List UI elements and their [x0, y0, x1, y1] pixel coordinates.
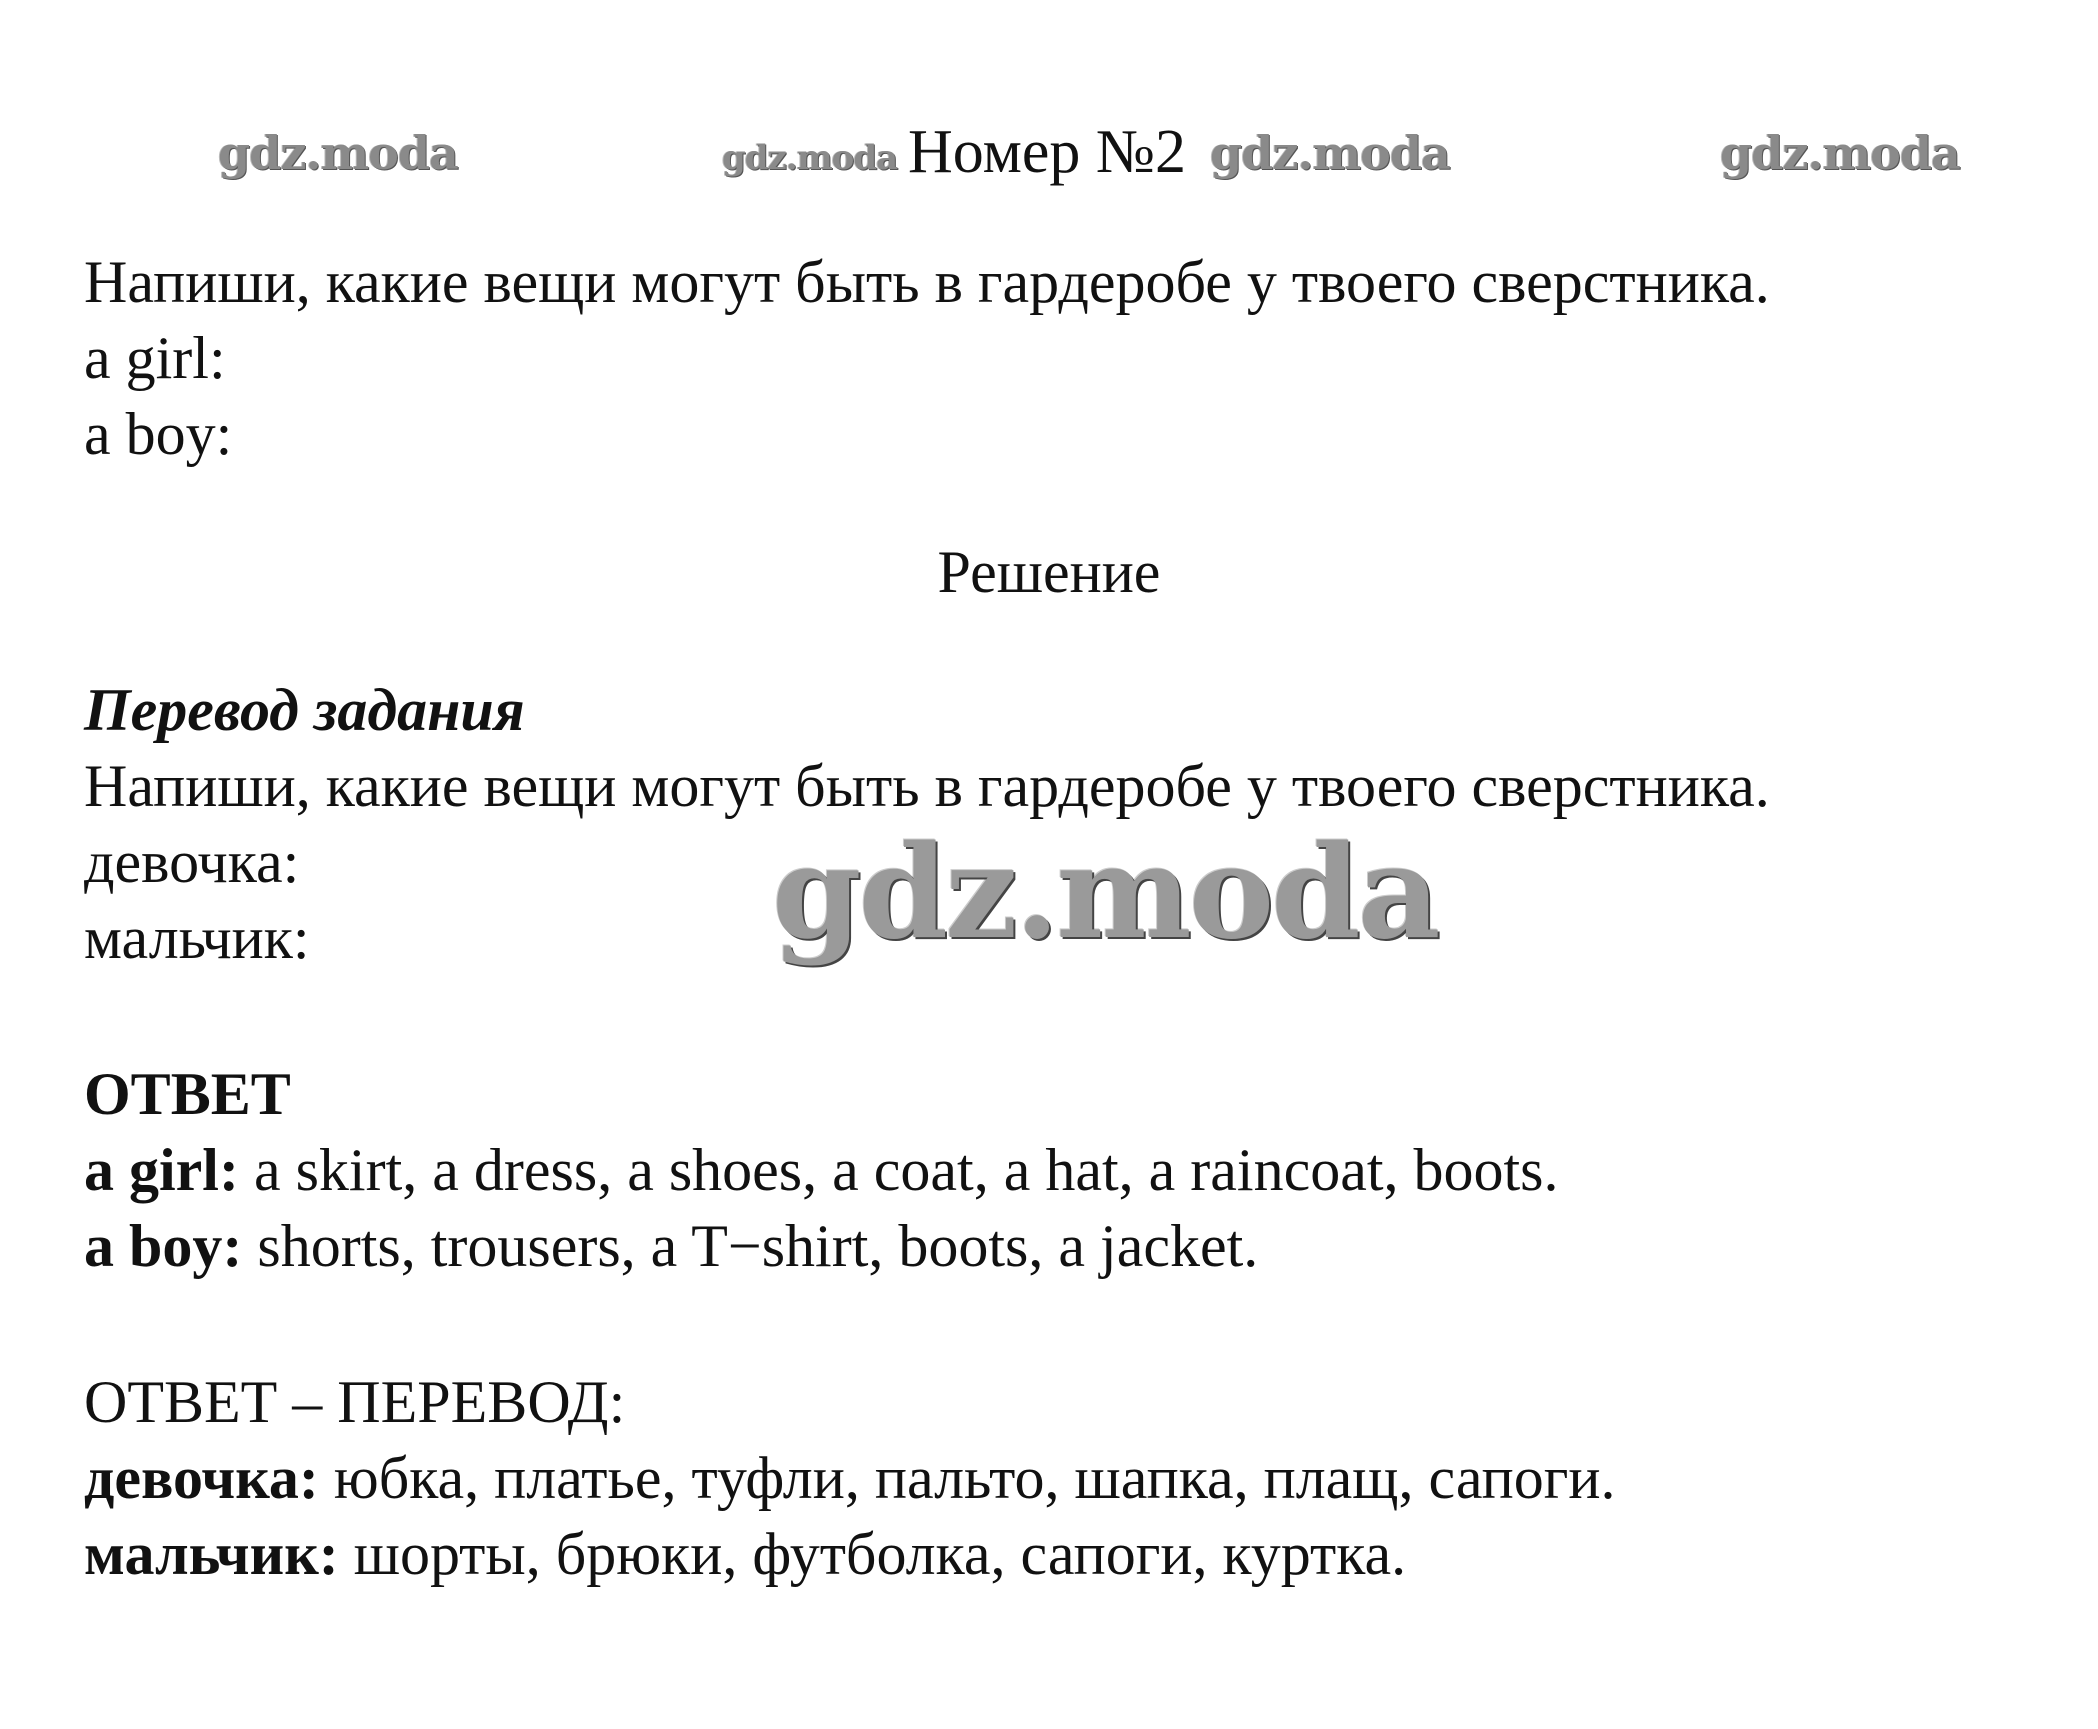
translation-text: Напиши, какие вещи могут быть в гардеробе у твоего сверстника.	[84, 753, 1770, 819]
translation-boy: мальчик:	[84, 905, 310, 971]
task-girl: a girl:	[84, 325, 226, 391]
answer-girl-label: a girl:	[84, 1137, 239, 1203]
answer-heading: ОТВЕТ	[84, 1061, 291, 1127]
answer-girl-line	[84, 1134, 1559, 1206]
answer-translation-heading: ОТВЕТ – ПЕРЕВОД:	[84, 1369, 626, 1435]
answer-translation-girl-line	[84, 1442, 1616, 1514]
task-text: Напиши, какие вещи могут быть в гардеробе у твоего сверстника.	[84, 249, 1770, 315]
watermark-top-center-left: gdz.moda	[722, 138, 898, 178]
solution-heading: Решение	[937, 539, 1161, 605]
watermark-top-right: gdz.moda	[1720, 126, 1960, 180]
answer-translation-girl-text: юбка, платье, туфли, пальто, шапка, плащ, сапоги.	[318, 1445, 1616, 1511]
answer-translation-boy-label: мальчик:	[84, 1521, 339, 1587]
watermark-top-left: gdz.moda	[218, 126, 458, 180]
watermark-center: gdz.moda	[772, 818, 1438, 968]
answer-girl-text: a skirt, a dress, a shoes, a coat, a hat, a raincoat, boots.	[238, 1137, 1559, 1203]
translation-girl: девочка:	[84, 829, 300, 895]
watermark-top-center-right: gdz.moda	[1210, 126, 1450, 180]
answer-translation-boy-line	[84, 1518, 1406, 1590]
answer-boy-line	[84, 1210, 1258, 1282]
answer-translation-girl-label: девочка:	[84, 1445, 319, 1511]
translation-heading: Перевод задания	[84, 677, 525, 743]
task-boy: a boy:	[84, 401, 233, 467]
answer-boy-label: a boy:	[84, 1213, 243, 1279]
answer-boy-text: shorts, trousers, a T−shirt, boots, a jacket.	[242, 1213, 1259, 1279]
page-title: Номер №2	[908, 118, 1187, 186]
answer-translation-boy-text: шорты, брюки, футболка, сапоги, куртка.	[338, 1521, 1407, 1587]
